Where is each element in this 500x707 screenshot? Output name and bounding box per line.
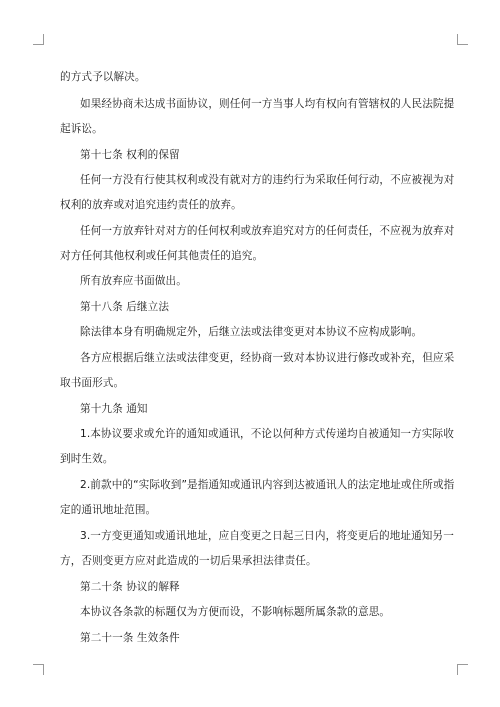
crop-mark-bottom-left (33, 664, 44, 675)
section-heading: 第十九条 通知 (80, 403, 148, 415)
crop-mark-top-left (33, 34, 44, 45)
paragraph-line: 到时生效。 (60, 453, 114, 465)
paragraph-line: 本协议各条款的标题仅为方便而设，不影响标题所属条款的意思。 (80, 606, 391, 618)
paragraph-line: 方，否则变更方应对此造成的一切后果承担法律责任。 (60, 555, 317, 567)
paragraph-line: 定的通讯地址范围。 (60, 504, 157, 516)
paragraph-line: 权利的放弃或对追究违约责任的放弃。 (60, 199, 242, 211)
paragraph-line: 所有放弃应书面做出。 (80, 275, 187, 287)
paragraph-line: 对方任何其他权利或任何其他责任的追究。 (60, 250, 264, 262)
section-heading: 第十七条 权利的保留 (80, 149, 180, 161)
paragraph-line: 的方式予以解决。 (60, 71, 146, 83)
paragraph-line: 如果经协商未达成书面协议，则任何一方当事人均有权向有管辖权的人民法院提 (80, 98, 455, 110)
paragraph-line: 各方应根据后继立法或法律变更，经协商一致对本协议进行修改或补充，但应采 (80, 352, 455, 364)
paragraph-line: 起诉讼。 (60, 123, 103, 135)
paragraph-line: 取书面形式。 (60, 377, 125, 389)
section-heading: 第二十条 协议的解释 (80, 581, 180, 593)
paragraph-line: 3.一方变更通知或通讯地址，应自变更之日起三日内，将变更后的地址通知另一 (80, 530, 454, 542)
section-heading: 第十八条 后继立法 (80, 301, 170, 313)
paragraph-line: 除法律本身有明确规定外，后继立法或法律变更对本协议不应构成影响。 (80, 326, 423, 338)
paragraph-line: 2.前款中的“实际收到”是指通知或通讯内容到达被通讯人的法定地址或住所或指 (80, 479, 455, 491)
paragraph-line: 1.本协议要求或允许的通知或通讯，不论以何种方式传递均自被通知一方实际收 (80, 428, 454, 440)
paragraph-line: 任何一方没有行使其权利或没有就对方的违约行为采取任何行动，不应被视为对 (80, 174, 455, 186)
paragraph-line: 任何一方放弃针对对方的任何权利或放弃追究对方的任何责任，不应视为放弃对 (80, 225, 455, 237)
crop-mark-bottom-right (457, 664, 468, 675)
crop-mark-top-right (457, 34, 468, 45)
section-heading: 第二十一条 生效条件 (80, 632, 180, 644)
